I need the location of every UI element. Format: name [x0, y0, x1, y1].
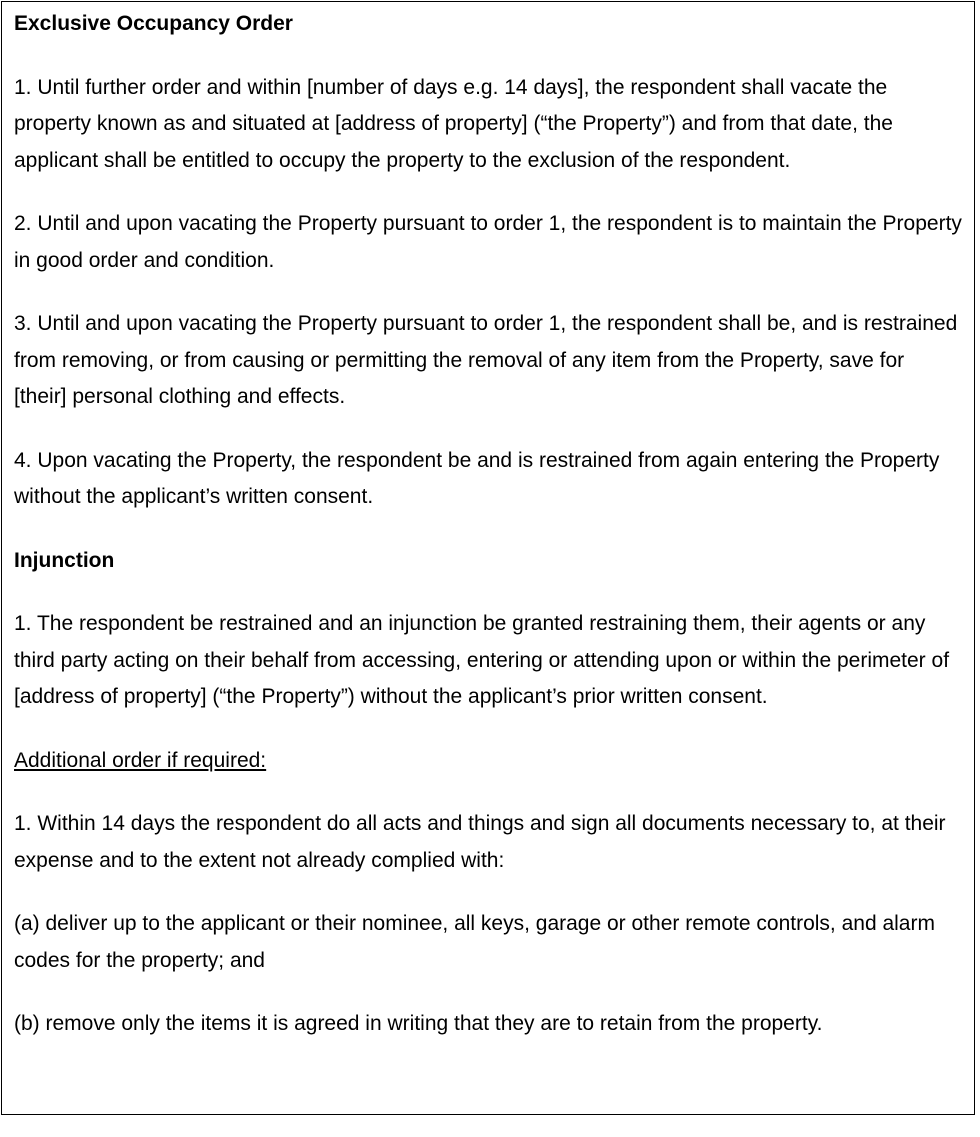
injunction-order-1: 1. The respondent be restrained and an injunction be granted restraining them, their agents or any third party acting on their behalf from accessing, entering or attending upon or within the perimeter of [address of property] (“the Property”) without the applicant’s prior written consent. [14, 612, 950, 708]
injunction-heading: Injunction [14, 548, 115, 572]
order-document [1, 1, 975, 1115]
additional-order-1b: (b) remove only the items it is agreed in writing that they are to retain from the property. [14, 1012, 823, 1035]
exclusive-occupancy-heading: Exclusive Occupancy Order [14, 12, 293, 35]
additional-order-1a: (a) deliver up to the applicant or their nominee, all keys, garage or other remote controls, and alarm codes for the property; and [14, 912, 935, 972]
exclusive-order-1: 1. Until further order and within [number of days e.g. 14 days], the respondent shall vacate the property known as and situated at [address of property] (“the Property”) and from that date, the applicant shall be entitled to occupy the property to the exclusion of the respondent. [14, 75, 893, 172]
additional-order-heading: Additional order if required: [14, 748, 267, 772]
exclusive-order-2: 2. Until and upon vacating the Property pursuant to order 1, the respondent is to maintain the Property in good order and condition. [14, 212, 962, 272]
exclusive-order-3: 3. Until and upon vacating the Property pursuant to order 1, the respondent shall be, and is restrained from removing, or from causing or permitting the removal of any item from the Property, save for [their] personal clothing and effects. [14, 312, 958, 408]
additional-order-1: 1. Within 14 days the respondent do all acts and things and sign all documents necessary to, at their expense and to the extent not already complied with: [14, 812, 946, 872]
exclusive-order-4: 4. Upon vacating the Property, the respondent be and is restrained from again entering the Property without the applicant’s written consent. [14, 448, 940, 508]
